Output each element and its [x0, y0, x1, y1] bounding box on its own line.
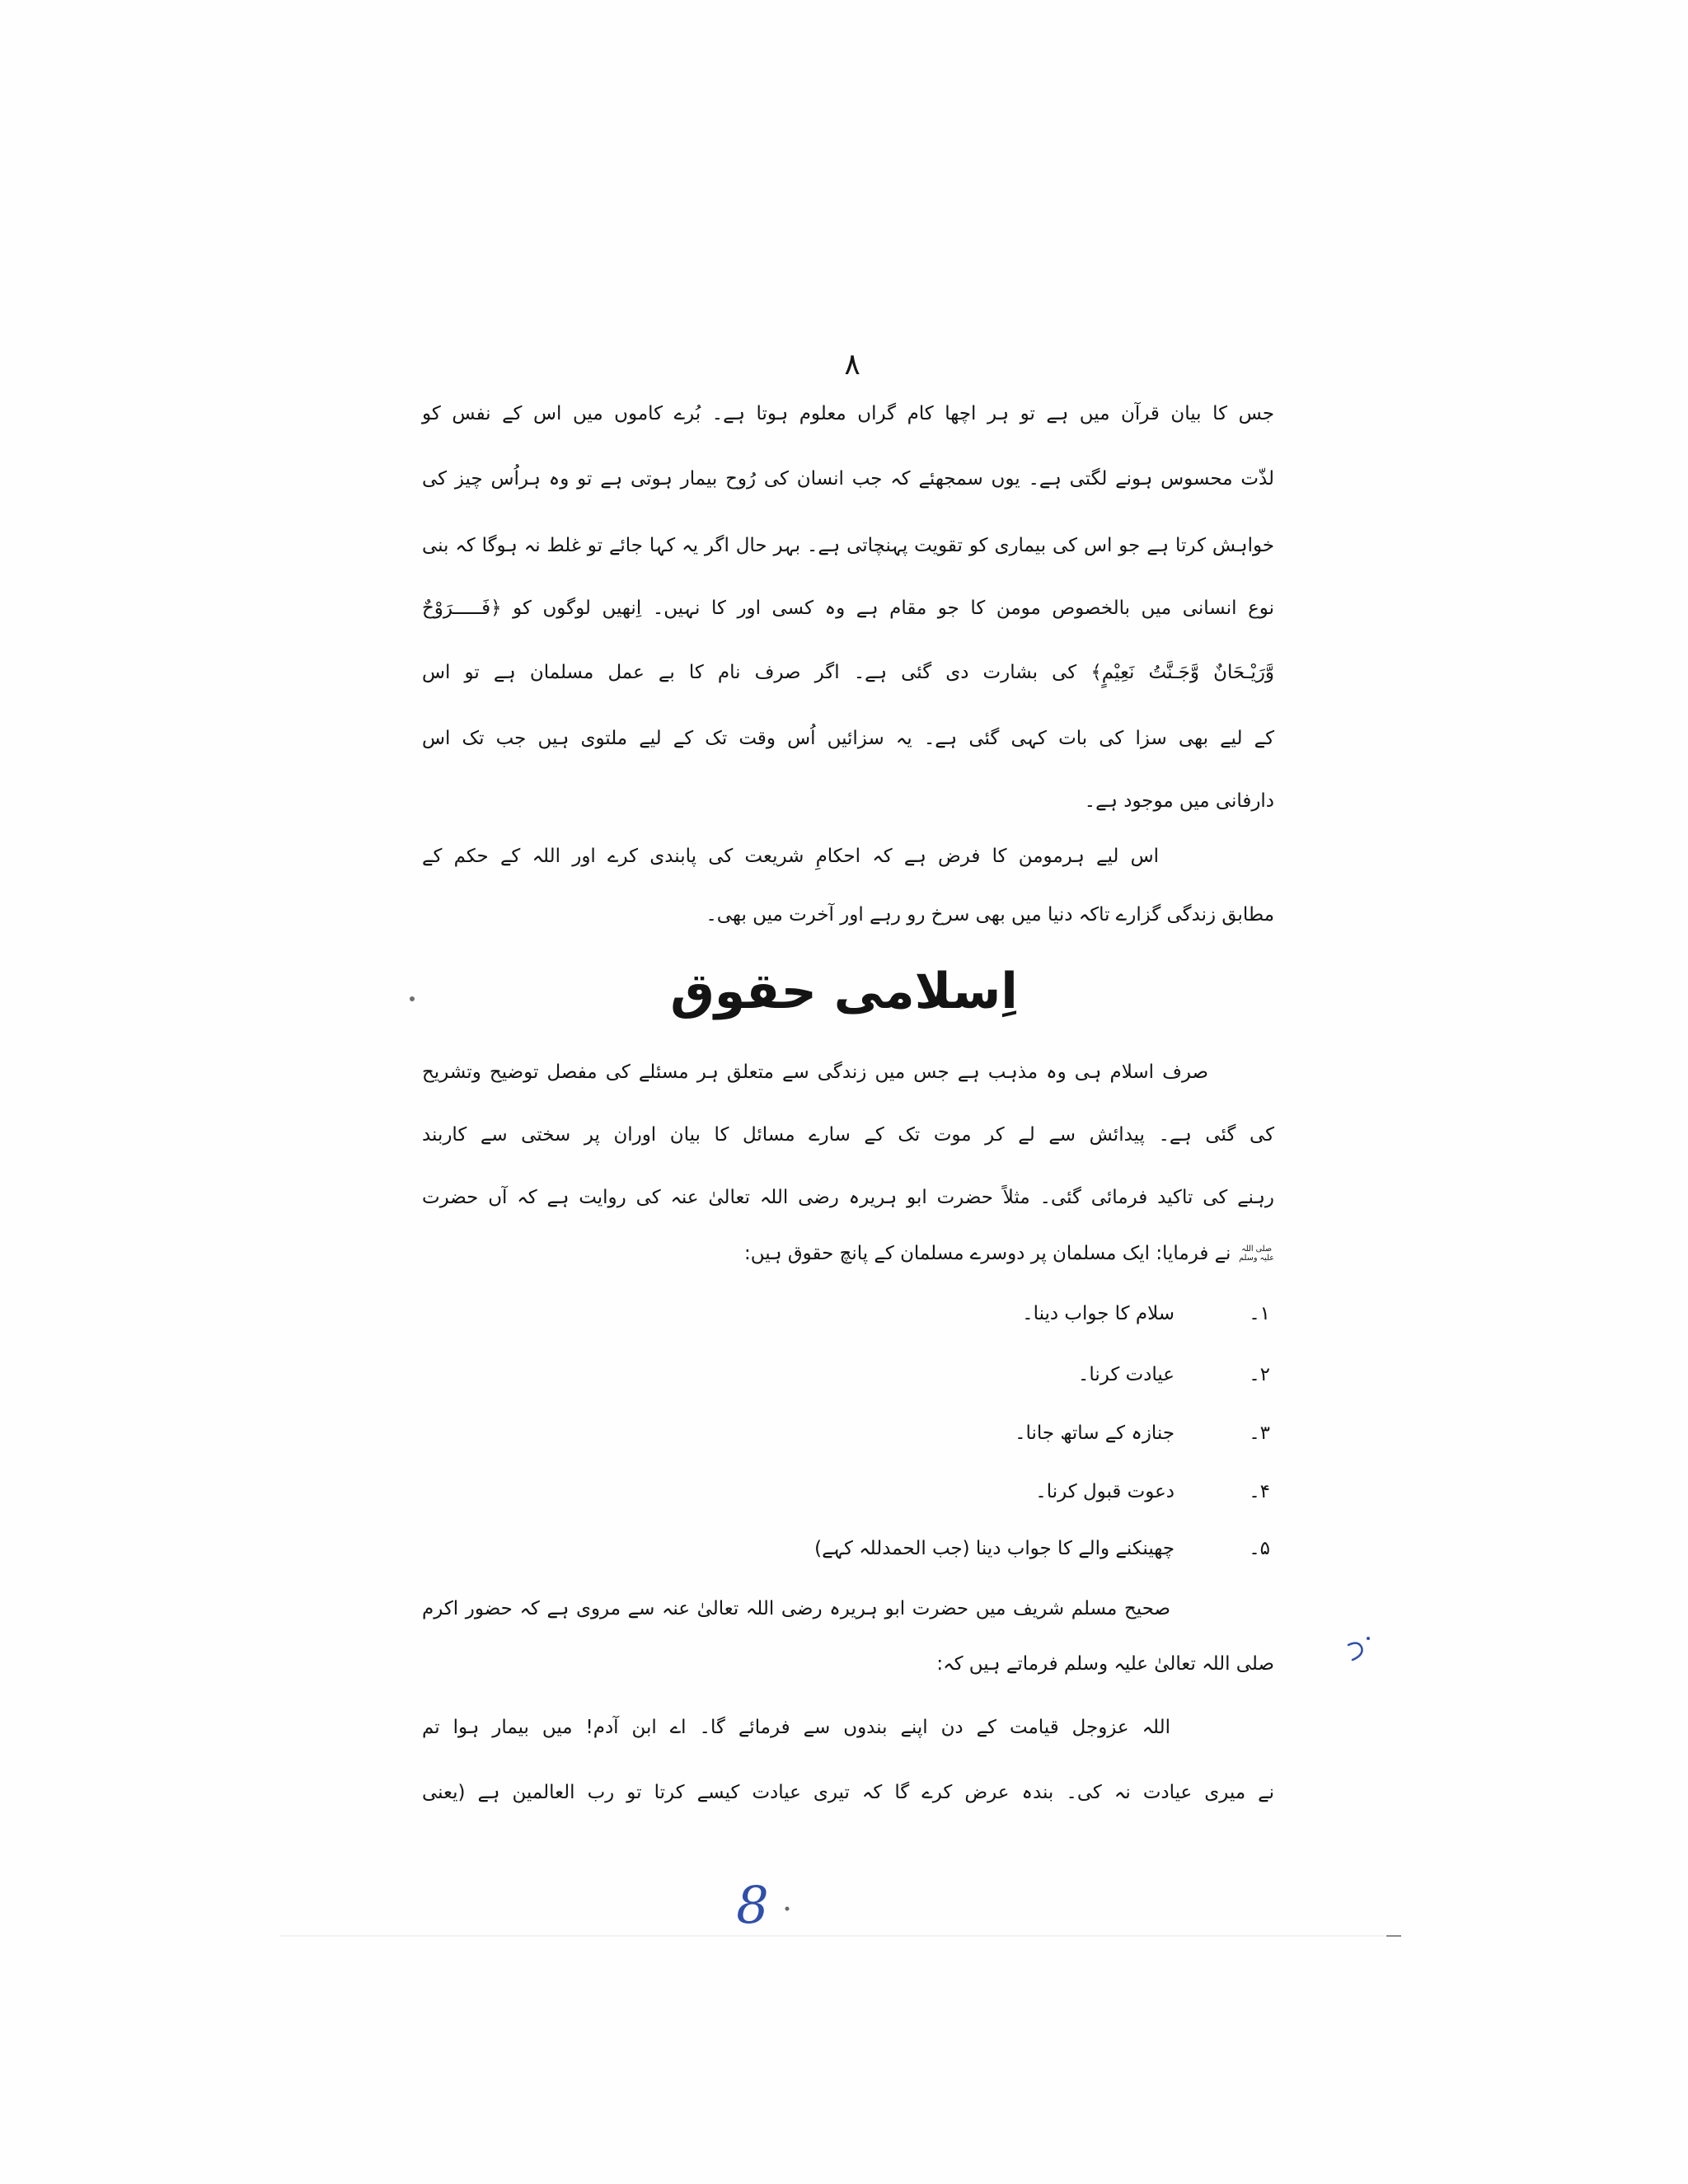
paragraph-line	[420, 1582, 1170, 1635]
list-item-label: دعوت قبول کرنا۔	[1035, 1481, 1175, 1502]
paragraph-line-text: کی گئی ہے۔ پیدائش سے لے کر موت تک کے سارے مسائل کا بیان اوران پر سختی سے کاربند	[422, 1124, 1274, 1146]
rights-list-item	[0, 1522, 1688, 1575]
pen-dot	[1367, 1637, 1370, 1640]
list-item-text	[449, 1522, 1175, 1575]
printed-page-number: ۸	[844, 348, 860, 382]
list-item-text	[449, 1348, 1175, 1401]
paragraph-line	[420, 519, 1274, 572]
paragraph-line-text: کے لیے بھی سزا کی بات کہی گئی ہے۔ یہ سزائیں اُس وقت تک کے لیے ملتوی ہیں جب تک اس	[422, 728, 1274, 749]
honorific-top: صلی اللہ	[1241, 1244, 1273, 1254]
paragraph-line-text: نوع انسانی میں بالخصوص مومن کا جو مقام ہے وہ کسی اور کا نہیں۔ اِنھیں لوگوں کو ﴿فَـــــرَوْحٌ	[422, 598, 1274, 619]
paragraph-line	[420, 1171, 1274, 1224]
paragraph-line	[420, 387, 1274, 440]
paragraph-line	[420, 712, 1274, 765]
honorific-bottom: علیہ وسلم	[1239, 1253, 1274, 1263]
paragraph-line-text: اللہ عزوجل قیامت کے دن اپنے بندوں سے فرمائے گا۔ اے ابن آدم! میں بیمار ہوا تم	[422, 1717, 1170, 1738]
honorific-ligature	[1239, 1245, 1274, 1262]
rights-list-item	[0, 1407, 1688, 1460]
paragraph-line-text: جس کا بیان قرآن میں ہے تو ہر اچھا کام گراں معلوم ہوتا ہے۔ بُرے کاموں میں اس کے نفس کو	[422, 403, 1274, 424]
paragraph-line-text: صلی اللہ تعالیٰ علیہ وسلم فرماتے ہیں کہ:	[936, 1653, 1274, 1675]
paragraph-line-text: دارفانی میں موجود ہے۔	[1084, 790, 1274, 812]
paragraph-line	[420, 1227, 1274, 1280]
paragraph-line-text: خواہش کرتا ہے جو اس کی بیماری کو تقویت پہنچاتی ہے۔ بہر حال اگر یہ کہا جائے تو غلط نہ ہوگا کہ بنی	[422, 535, 1274, 556]
paragraph-line	[420, 1701, 1170, 1754]
paragraph-line	[420, 582, 1274, 635]
paragraph-line-text: صحیح مسلم شریف میں حضرت ابو ہریرہ رضی اللہ تعالیٰ عنہ سے مروی ہے کہ حضور اکرم	[422, 1598, 1170, 1619]
rights-list-item	[0, 1348, 1688, 1401]
rights-list-item	[0, 1287, 1688, 1340]
list-item-label: سلام کا جواب دینا۔	[1022, 1303, 1175, 1324]
list-number-text: ۴۔	[1249, 1481, 1270, 1502]
paragraph-line	[420, 830, 1159, 883]
paragraph-line-text	[744, 1243, 1274, 1264]
list-number	[1196, 1407, 1270, 1460]
paragraph-line	[420, 1108, 1274, 1161]
list-number-text: ۵۔	[1249, 1538, 1270, 1559]
list-item-text	[449, 1287, 1175, 1340]
list-number-text: ۱۔	[1249, 1303, 1270, 1324]
paragraph-line	[420, 1766, 1274, 1819]
paragraph-line-text: وَّرَیْـحَانٌ وَّجَـنَّتُ نَعِیْمٍ﴾ کی بشارت دی گئی ہے۔ اگر صرف نام کا بے عمل مسلمان ہے تو اس	[422, 662, 1274, 683]
intro-closing-text: نے فرمایا: ایک مسلمان پر دوسرے مسلمان کے پانچ حقوق ہیں:	[744, 1243, 1231, 1264]
rights-list-item	[0, 1465, 1688, 1518]
list-number	[1196, 1287, 1270, 1340]
paragraph-line-text: نے میری عیادت نہ کی۔ بندہ عرض کرے گا کہ تیری عیادت کیسے کرتا تو رب العالمین ہے (یعنی	[422, 1782, 1274, 1803]
paragraph-line-text: مطابق زندگی گزارے تاکہ دنیا میں بھی سرخ رو رہے اور آخرت میں بھی۔	[706, 904, 1274, 926]
paragraph-line	[420, 888, 1274, 941]
list-number-text: ۲۔	[1249, 1364, 1270, 1385]
paragraph-line	[420, 775, 1274, 827]
list-number	[1196, 1465, 1270, 1518]
paragraph-line-text: اس لیے ہرمومن کا فرض ہے کہ احکامِ شریعت کی پابندی کرے اور اللہ کے حکم کے	[422, 846, 1159, 867]
paragraph-line	[420, 1046, 1208, 1099]
paragraph-line-text: صرف اسلام ہی وہ مذہب ہے جس میں زندگی سے متعلق ہر مسئلے کی مفصل توضیح وتشریح	[422, 1062, 1208, 1083]
list-item-label: چھینکنے والے کا جواب دینا (جب الحمدللہ کہے)	[814, 1538, 1175, 1559]
handwritten-page-number: 8	[736, 1875, 769, 1935]
paragraph-line	[420, 452, 1274, 505]
paragraph-line	[420, 1638, 1274, 1690]
list-number-text: ۳۔	[1249, 1422, 1270, 1444]
section-heading: اِسلامی حقوق	[670, 963, 1018, 1020]
list-number	[1196, 1348, 1270, 1401]
list-number	[1196, 1522, 1270, 1575]
paragraph-line-text: لذّت محسوس ہونے لگتی ہے۔ یوں سمجھئے کہ جب انسان کی رُوح بیمار ہوتی ہے تو وہ ہراُس چیز کی	[422, 468, 1274, 490]
paragraph-line-text: رہنے کی تاکید فرمائی گئی۔ مثلاً حضرت ابو ہریرہ رضی اللہ تعالیٰ عنہ کی روایت ہے کہ آں حضرت	[422, 1187, 1274, 1208]
paragraph-line	[420, 646, 1274, 699]
list-item-text	[449, 1465, 1175, 1518]
list-item-text	[449, 1407, 1175, 1460]
list-item-label: عیادت کرنا۔	[1077, 1364, 1175, 1385]
list-item-label: جنازہ کے ساتھ جانا۔	[1015, 1422, 1175, 1444]
pen-mark	[1348, 1643, 1362, 1660]
